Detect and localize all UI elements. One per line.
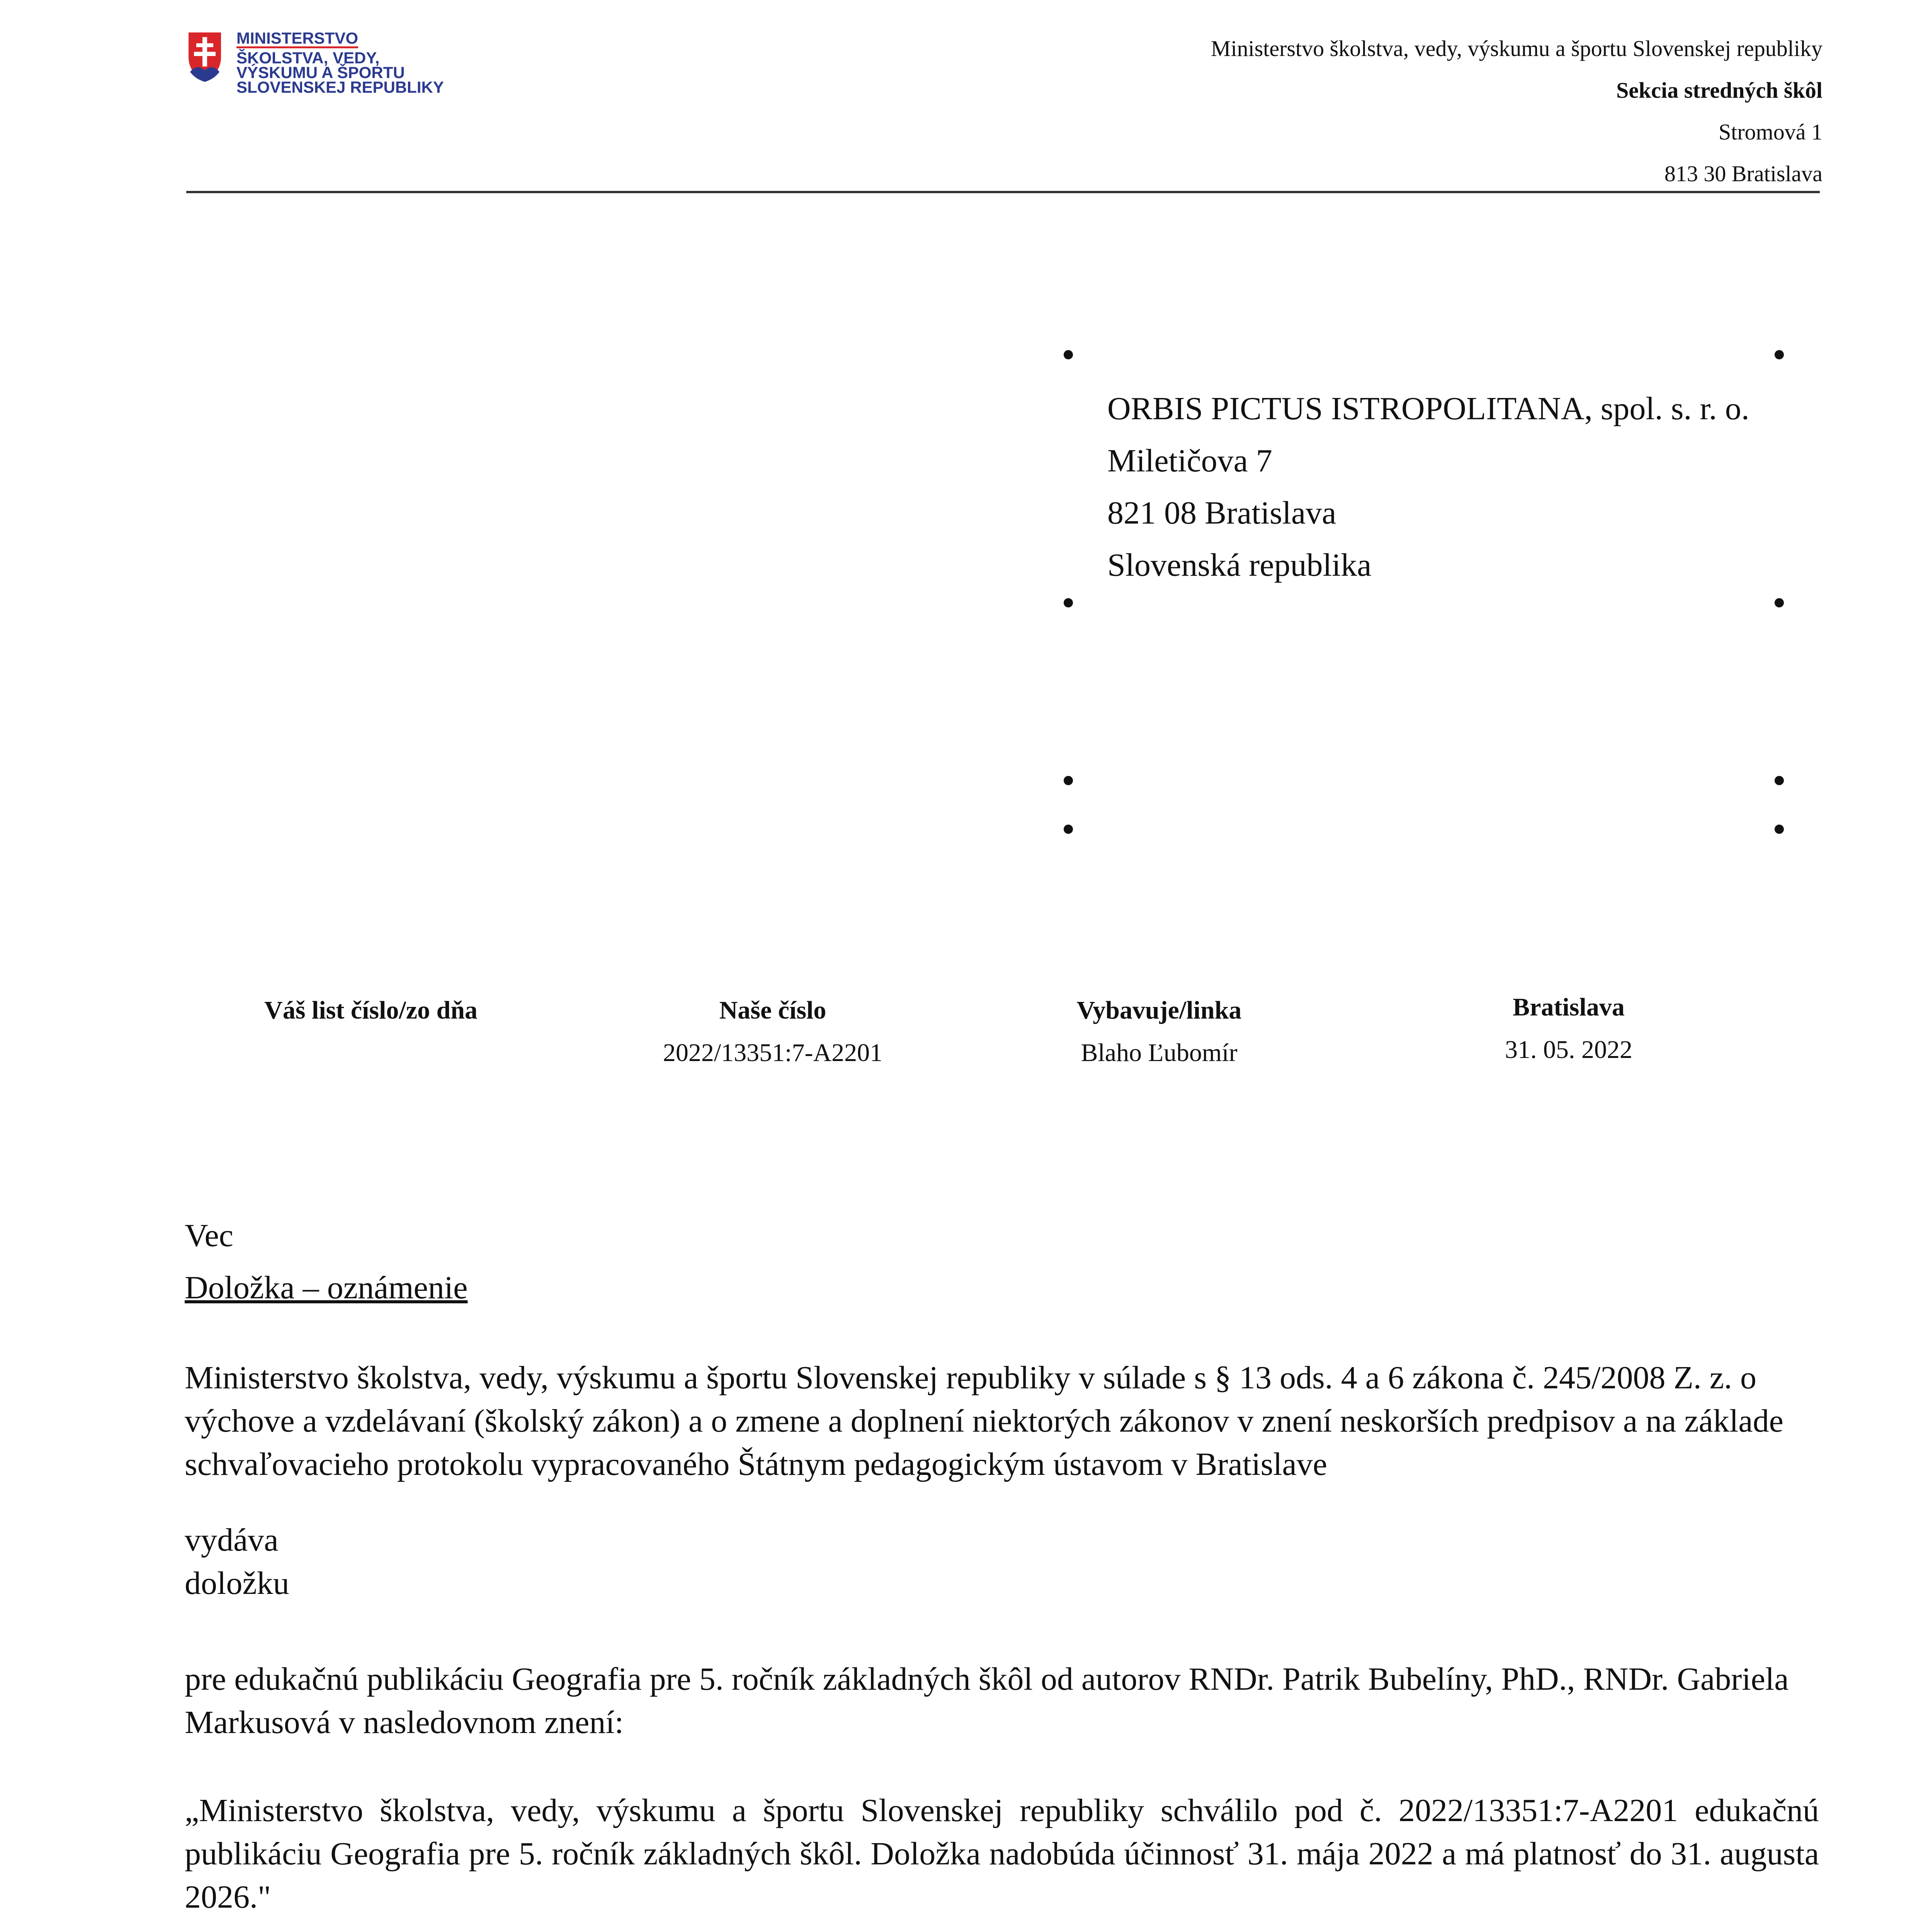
publication-paragraph: pre edukačnú publikáciu Geografia pre 5. ročník základných škôl od autorov RNDr. Patrik Bubelíny, PhD., RNDr. Gabriela Markusová v nasledovnom znení: <box>185 1661 1789 1740</box>
sender-city: 813 30 Bratislava <box>1664 161 1822 186</box>
clause-quote: „Ministerstvo školstva, vedy, výskumu a športu Slovenskej republiky schválilo pod č. 2022/13351:7-A2201 edukačnú publikáciu Geografia pre 5. ročník základných škôl. Doložka nadobúda účinnosť 31. mája 2022 a má platnosť do 31. augusta 2026." <box>185 1793 1819 1915</box>
subject-label: Vec <box>185 1218 233 1253</box>
ref-handled-by <box>1012 989 1306 1074</box>
address-corner-dot <box>1064 350 1073 359</box>
slovak-coat-of-arms-icon <box>186 30 223 83</box>
address-corner-dot <box>1064 598 1073 607</box>
recipient-city: 821 08 Bratislava <box>1107 495 1336 531</box>
recipient-street: Miletičova 7 <box>1107 443 1272 479</box>
issues-text: vydáva <box>185 1522 279 1558</box>
clause-text: doložku <box>185 1565 289 1601</box>
sender-street: Stromová 1 <box>1718 119 1822 145</box>
ref-date: 31. 05. 2022 <box>1505 1036 1632 1064</box>
sender-section: Sekcia stredných škôl <box>1616 78 1822 103</box>
ref-handled-by-label: Vybavuje/linka <box>1076 996 1242 1024</box>
intro-paragraph: Ministerstvo školstva, vedy, výskumu a športu Slovenskej republiky v súlade s § 13 ods. 4 a 6 zákona č. 245/2008 Z. z. o výchove a vzdelávaní (školský zákon) a o zmene a doplnení niektorých zákonov v znení neskorších predpisov a na základe schvaľovacieho protokolu vypracovaného Štátnym pedagogickým ústavom v Bratislave <box>185 1360 1783 1482</box>
ref-our-number-value: 2022/13351:7-A2201 <box>663 1039 883 1067</box>
subject-text: Doložka – oznámenie <box>185 1270 468 1306</box>
logo-line-1: MINISTERSTVO <box>236 31 358 48</box>
logo-line-3: VÝSKUMU A ŠPORTU <box>236 63 405 82</box>
subject-block <box>185 1209 1819 1314</box>
sender-address <box>1211 28 1822 195</box>
recipient-country: Slovenská republika <box>1107 547 1372 583</box>
address-corner-dot <box>1775 350 1784 359</box>
ref-your-letter <box>216 989 525 1032</box>
ref-our-number <box>618 989 927 1074</box>
ministry-logo <box>186 29 444 107</box>
ref-your-letter-label: Váš list číslo/zo dňa <box>264 996 478 1024</box>
logo-line-4: SLOVENSKEJ REPUBLIKY <box>236 78 444 96</box>
address-corner-dot <box>1064 825 1073 834</box>
logo-line-2: ŠKOLSTVA, VEDY, <box>236 49 380 67</box>
address-corner-dot <box>1775 598 1784 607</box>
sender-org-name: Ministerstvo školstva, vedy, výskumu a športu Slovenskej republiky <box>1210 36 1822 61</box>
address-corner-dot <box>1064 776 1073 785</box>
ref-our-number-label: Naše číslo <box>719 996 826 1024</box>
address-corner-dot <box>1775 776 1784 785</box>
ref-handled-by-value: Blaho Ľubomír <box>1081 1039 1238 1067</box>
logo-wordmark <box>236 31 444 95</box>
ref-place-date <box>1437 986 1700 1071</box>
address-corner-dot <box>1775 825 1784 834</box>
recipient-name: ORBIS PICTUS ISTROPOLITANA, spol. s. r. o. <box>1107 391 1749 427</box>
ref-place: Bratislava <box>1513 993 1625 1021</box>
issues-block <box>185 1519 1819 1605</box>
header-divider <box>186 191 1820 193</box>
recipient-address <box>1107 383 1749 591</box>
